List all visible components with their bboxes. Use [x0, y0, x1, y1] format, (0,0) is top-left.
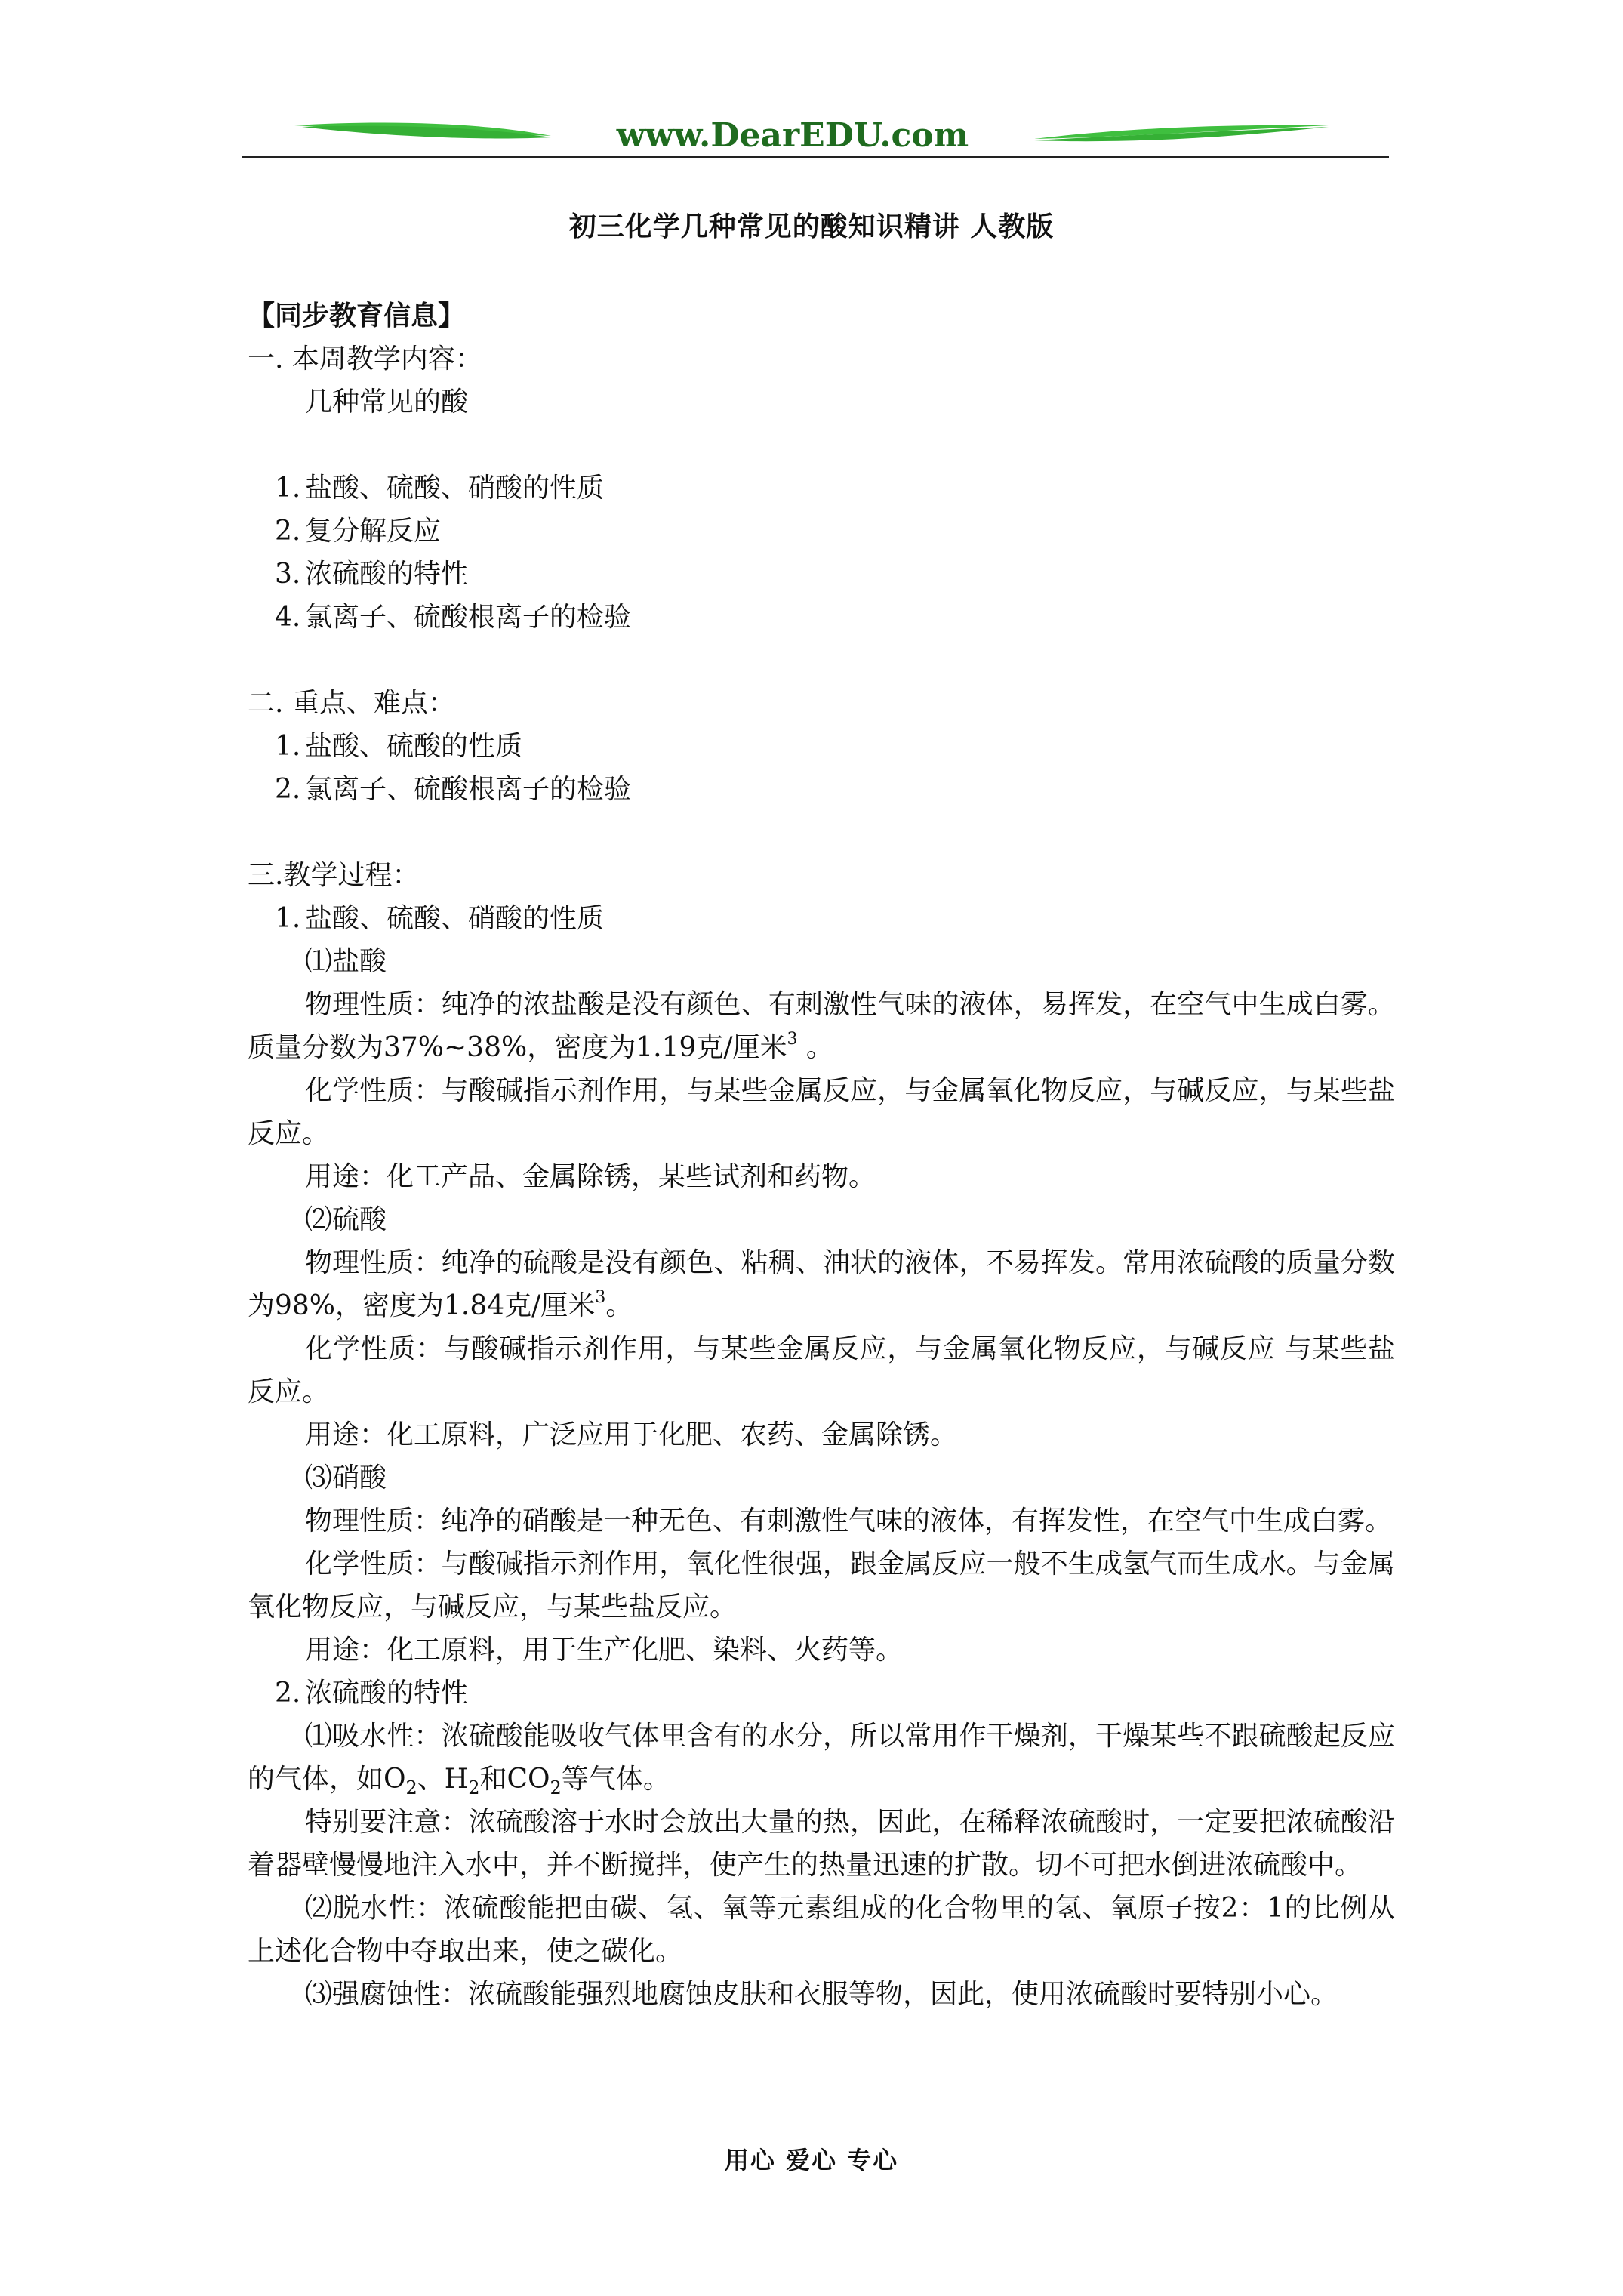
list-item: 3. 浓硫酸的特性 — [275, 559, 469, 590]
h2so4-chemical: 化学性质：与酸碱指示剂作用，与某些金属反应，与金属氧化物反应，与碱反应 与某些盐反应。 — [248, 1333, 1395, 1407]
document-body — [248, 294, 1395, 2016]
hcl-usage: 用途：化工产品、金属除锈，某些试剂和药物。 — [305, 1161, 876, 1192]
section-2-heading: 二. 重点、难点： — [248, 688, 455, 719]
list-item: 4. 氯离子、硫酸根离子的检验 — [275, 602, 632, 633]
hcl-physical: 物理性质：纯净的浓盐酸是没有颜色、有刺激性气味的液体，易挥发，在空气中生成白雾。质量分数为37%~38%，密度为1.19克/厘米$^3$ 。 — [248, 989, 1395, 1063]
hno3-label: ⑶硝酸 — [305, 1462, 387, 1493]
caution-paragraph: 特别要注意：浓硫酸溶于水时会放出大量的热，因此，在稀释浓硫酸时，一定要把浓硫酸沿着器壁慢慢地注入水中，并不断搅拌，使产生的热量迅速的扩散。切不可把水倒进浓硫酸中。 — [248, 1807, 1395, 1881]
corrosive-paragraph: ⑶强腐蚀性：浓硫酸能强烈地腐蚀皮肤和衣服等物，因此，使用浓硫酸时要特别小心。 — [305, 1979, 1338, 2010]
subsection-heading: 2. 浓硫酸的特性 — [275, 1678, 469, 1709]
dehydrate-paragraph: ⑵脱水性：浓硫酸能把由碳、氢、氧等元素组成的化合物里的氢、氧原子按2：1的比例从上述化合物中夺取出来，使之碳化。 — [248, 1893, 1395, 1967]
h2so4-physical: 物理性质：纯净的硫酸是没有颜色、粘稠、油状的液体，不易挥发。常用浓硫酸的质量分数为98%，密度为1.84克/厘米$^3$。 — [248, 1247, 1395, 1321]
h2so4-label: ⑵硫酸 — [305, 1204, 387, 1235]
h2so4-usage: 用途：化工原料，广泛应用于化肥、农药、金属除锈。 — [305, 1419, 958, 1450]
section-1-heading: 一. 本周教学内容： — [248, 344, 482, 374]
list-item: 2. 复分解反应 — [275, 516, 442, 547]
page-title: 初三化学几种常见的酸知识精讲 人教版 — [568, 211, 1055, 242]
hcl-label: ⑴盐酸 — [305, 946, 387, 977]
page-footer: 用心 爱心 专心 — [724, 2146, 899, 2174]
site-logo — [242, 113, 1389, 159]
list-item: 1. 盐酸、硫酸的性质 — [275, 731, 523, 762]
section-tag: 【同步教育信息】 — [248, 300, 466, 331]
list-item: 1. 盐酸、硫酸、硝酸的性质 — [275, 473, 605, 504]
subsection-heading: 1. 盐酸、硫酸、硝酸的性质 — [275, 903, 605, 934]
section-3-heading: 三.教学过程： — [248, 860, 420, 891]
hno3-usage: 用途：化工原料，用于生产化肥、染料、火药等。 — [305, 1635, 904, 1666]
absorb-paragraph: ⑴吸水性：浓硫酸能吸收气体里含有的水分，所以常用作干燥剂，干燥某些不跟硫酸起反应的气体，如$O_2$、$H_2$和$CO_2$等气体。 — [248, 1721, 1395, 1798]
hno3-chemical: 化学性质：与酸碱指示剂作用，氧化性很强，跟金属反应一般不生成氢气而生成水。与金属氧化物反应，与碱反应，与某些盐反应。 — [248, 1549, 1395, 1623]
hcl-chemical: 化学性质：与酸碱指示剂作用，与某些金属反应，与金属氧化物反应，与碱反应，与某些盐反应。 — [248, 1075, 1395, 1149]
section-1-subtitle: 几种常见的酸 — [305, 387, 469, 418]
hno3-physical: 物理性质：纯净的硝酸是一种无色、有刺激性气味的液体，有挥发性，在空气中生成白雾。 — [305, 1505, 1393, 1536]
logo-text: www.DearEDU.com — [616, 116, 969, 155]
site-logo-graphic — [242, 113, 1389, 159]
list-item: 2. 氯离子、硫酸根离子的检验 — [275, 774, 632, 805]
